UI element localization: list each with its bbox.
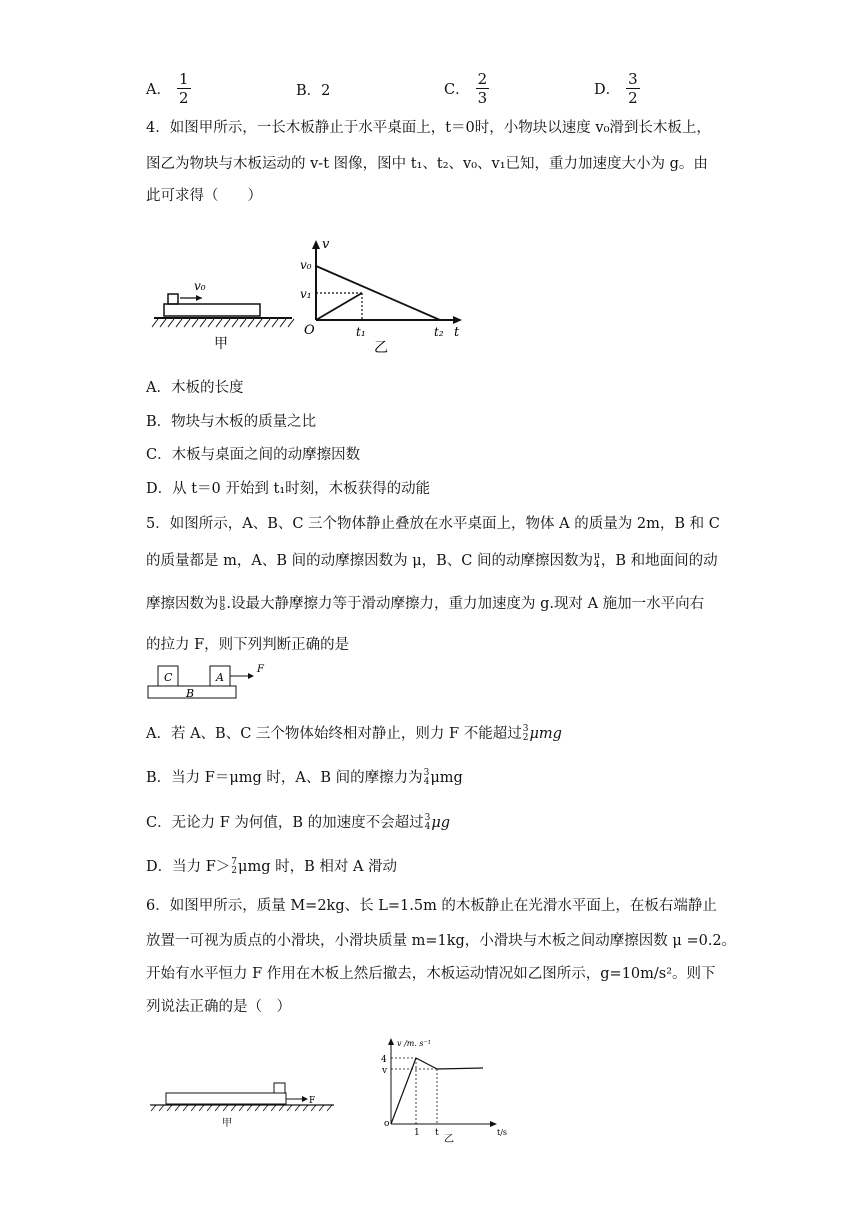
- fraction: $\frac{3}{2}$: [628, 70, 638, 107]
- axis-v-label: v: [322, 237, 330, 252]
- q3-choice-d: [594, 70, 640, 107]
- q6-figure-jia: [150, 1083, 334, 1129]
- t1-tick-label: t₁: [356, 325, 366, 339]
- fraction: μ 4: [593, 551, 600, 570]
- board-b-label: B: [186, 687, 195, 700]
- q4-figure-yi: [300, 237, 462, 356]
- q4-stem-line: 此可求得（ ）: [146, 188, 262, 204]
- block: [168, 294, 178, 304]
- q5-option-a: A．若 A、B、C 三个物体始终相对静止，则力 F 不能超过 3 2 μmg: [146, 724, 562, 743]
- choice-letter: C．: [444, 82, 470, 98]
- q5-stem-line: 的质量都是 m，A、B 间的动摩擦因数为 μ，B、C 间的动摩擦因数为 μ 4 ，B 和地面间的动: [146, 551, 718, 570]
- choice-letter: B．2: [296, 83, 331, 99]
- force-f-label: F: [257, 664, 264, 675]
- q5-stem-line: 摩擦因数为 μ 8 .设最大静摩擦力等于滑动摩擦力，重力加速度为 g.现对 A 施加一水平向右: [146, 594, 705, 613]
- fraction: 7 2: [231, 857, 238, 876]
- q5-option-c: C．无论力 F 为何值，B 的加速度不会超过 3 4 μg: [146, 813, 451, 832]
- tick-1-label: 1: [414, 1128, 420, 1138]
- label-yi: 乙: [374, 340, 388, 356]
- q6-stem-line: 列说法正确的是（ ）: [146, 999, 291, 1015]
- q4-stem-line: 图乙为物块与木板运动的 v-t 图像，图中 t₁、t₂、v₀、v₁已知，重力加速度大小为 g。由: [146, 156, 708, 172]
- board-line: [316, 266, 440, 320]
- force-f-label: F: [309, 1096, 316, 1106]
- tick-v-label: v: [382, 1066, 388, 1076]
- q4-option-a: A．木板的长度: [146, 380, 244, 396]
- q3-choice-b: [296, 79, 330, 100]
- q4-stem-line: 4．如图甲所示，一长木板静止于水平桌面上，t＝0时，小物块以速度 v₀滑到长木板上，: [146, 120, 711, 136]
- fraction: $\frac{2}{3}$: [477, 70, 488, 107]
- block-c-label: C: [164, 671, 173, 684]
- q6-stem-line: 开始有水平恒力 F 作用在木板上然后撤去，木板运动情况如乙图所示，g=10m/s²。则下: [146, 966, 716, 982]
- q3-choice-a: [146, 70, 191, 107]
- q4-figure: [150, 236, 480, 358]
- v0-tick-label: v₀: [300, 258, 312, 272]
- q6-stem-line: 放置一可视为质点的小滑块，小滑块质量 m=1kg，小滑块与木板之间动摩擦因数 μ =0.2。: [146, 933, 737, 949]
- q4-option-d: D．从 t＝0 开始到 t₁时刻，木板获得的动能: [146, 481, 431, 497]
- q3-choice-c: [444, 70, 489, 107]
- origin-label: o: [384, 1119, 390, 1129]
- axis-t-label: t: [454, 325, 460, 340]
- q6-stem-line: 6．如图甲所示，质量 M=2kg、长 L=1.5m 的木板静止在光滑水平面上，在板右端静止: [146, 898, 717, 914]
- board: [164, 304, 260, 316]
- fraction: $\frac{1}{2}$: [178, 70, 189, 107]
- block-a-label: A: [216, 671, 224, 684]
- tick-4-label: 4: [381, 1055, 387, 1065]
- axis-t-label: t/s: [497, 1128, 508, 1137]
- q5-option-d: D．当力 F＞ 7 2 μmg 时，B 相对 A 滑动: [146, 857, 398, 876]
- q5-figure: [144, 660, 274, 702]
- q6-figure: [148, 1034, 518, 1146]
- fraction: μ 8: [219, 594, 226, 613]
- q5-stem-line: 的拉力 F，则下列判断正确的是: [146, 637, 350, 653]
- label-jia: 甲: [214, 336, 228, 352]
- label-yi: 乙: [444, 1134, 454, 1145]
- choice-letter: D．: [594, 82, 621, 98]
- q6-figure-yi: [381, 1038, 507, 1145]
- fraction: 3 4: [424, 813, 431, 832]
- tick-t-label: t: [435, 1128, 439, 1138]
- block-v0-label: v₀: [194, 279, 206, 293]
- block-line: [316, 293, 362, 320]
- fraction: 3 2: [522, 724, 529, 743]
- q4-figure-jia: [152, 279, 294, 352]
- q4-option-b: B．物块与木板的质量之比: [146, 414, 317, 430]
- label-jia: 甲: [222, 1118, 232, 1129]
- q5-stem-line: 5．如图所示，A、B、C 三个物体静止叠放在水平桌面上，物体 A 的质量为 2m，B 和 C: [146, 516, 720, 532]
- v1-tick-label: v₁: [300, 287, 312, 301]
- fraction: 3 4: [423, 768, 430, 787]
- q4-option-c: C．木板与桌面之间的动摩擦因数: [146, 447, 361, 463]
- t2-tick-label: t₂: [434, 325, 444, 339]
- q5-option-b: B．当力 F＝μmg 时，A、B 间的摩擦力为 3 4 μmg: [146, 768, 463, 787]
- choice-letter: A．: [146, 82, 171, 98]
- origin-label: O: [304, 323, 315, 338]
- axis-v-label: v /m. s⁻¹: [397, 1039, 431, 1048]
